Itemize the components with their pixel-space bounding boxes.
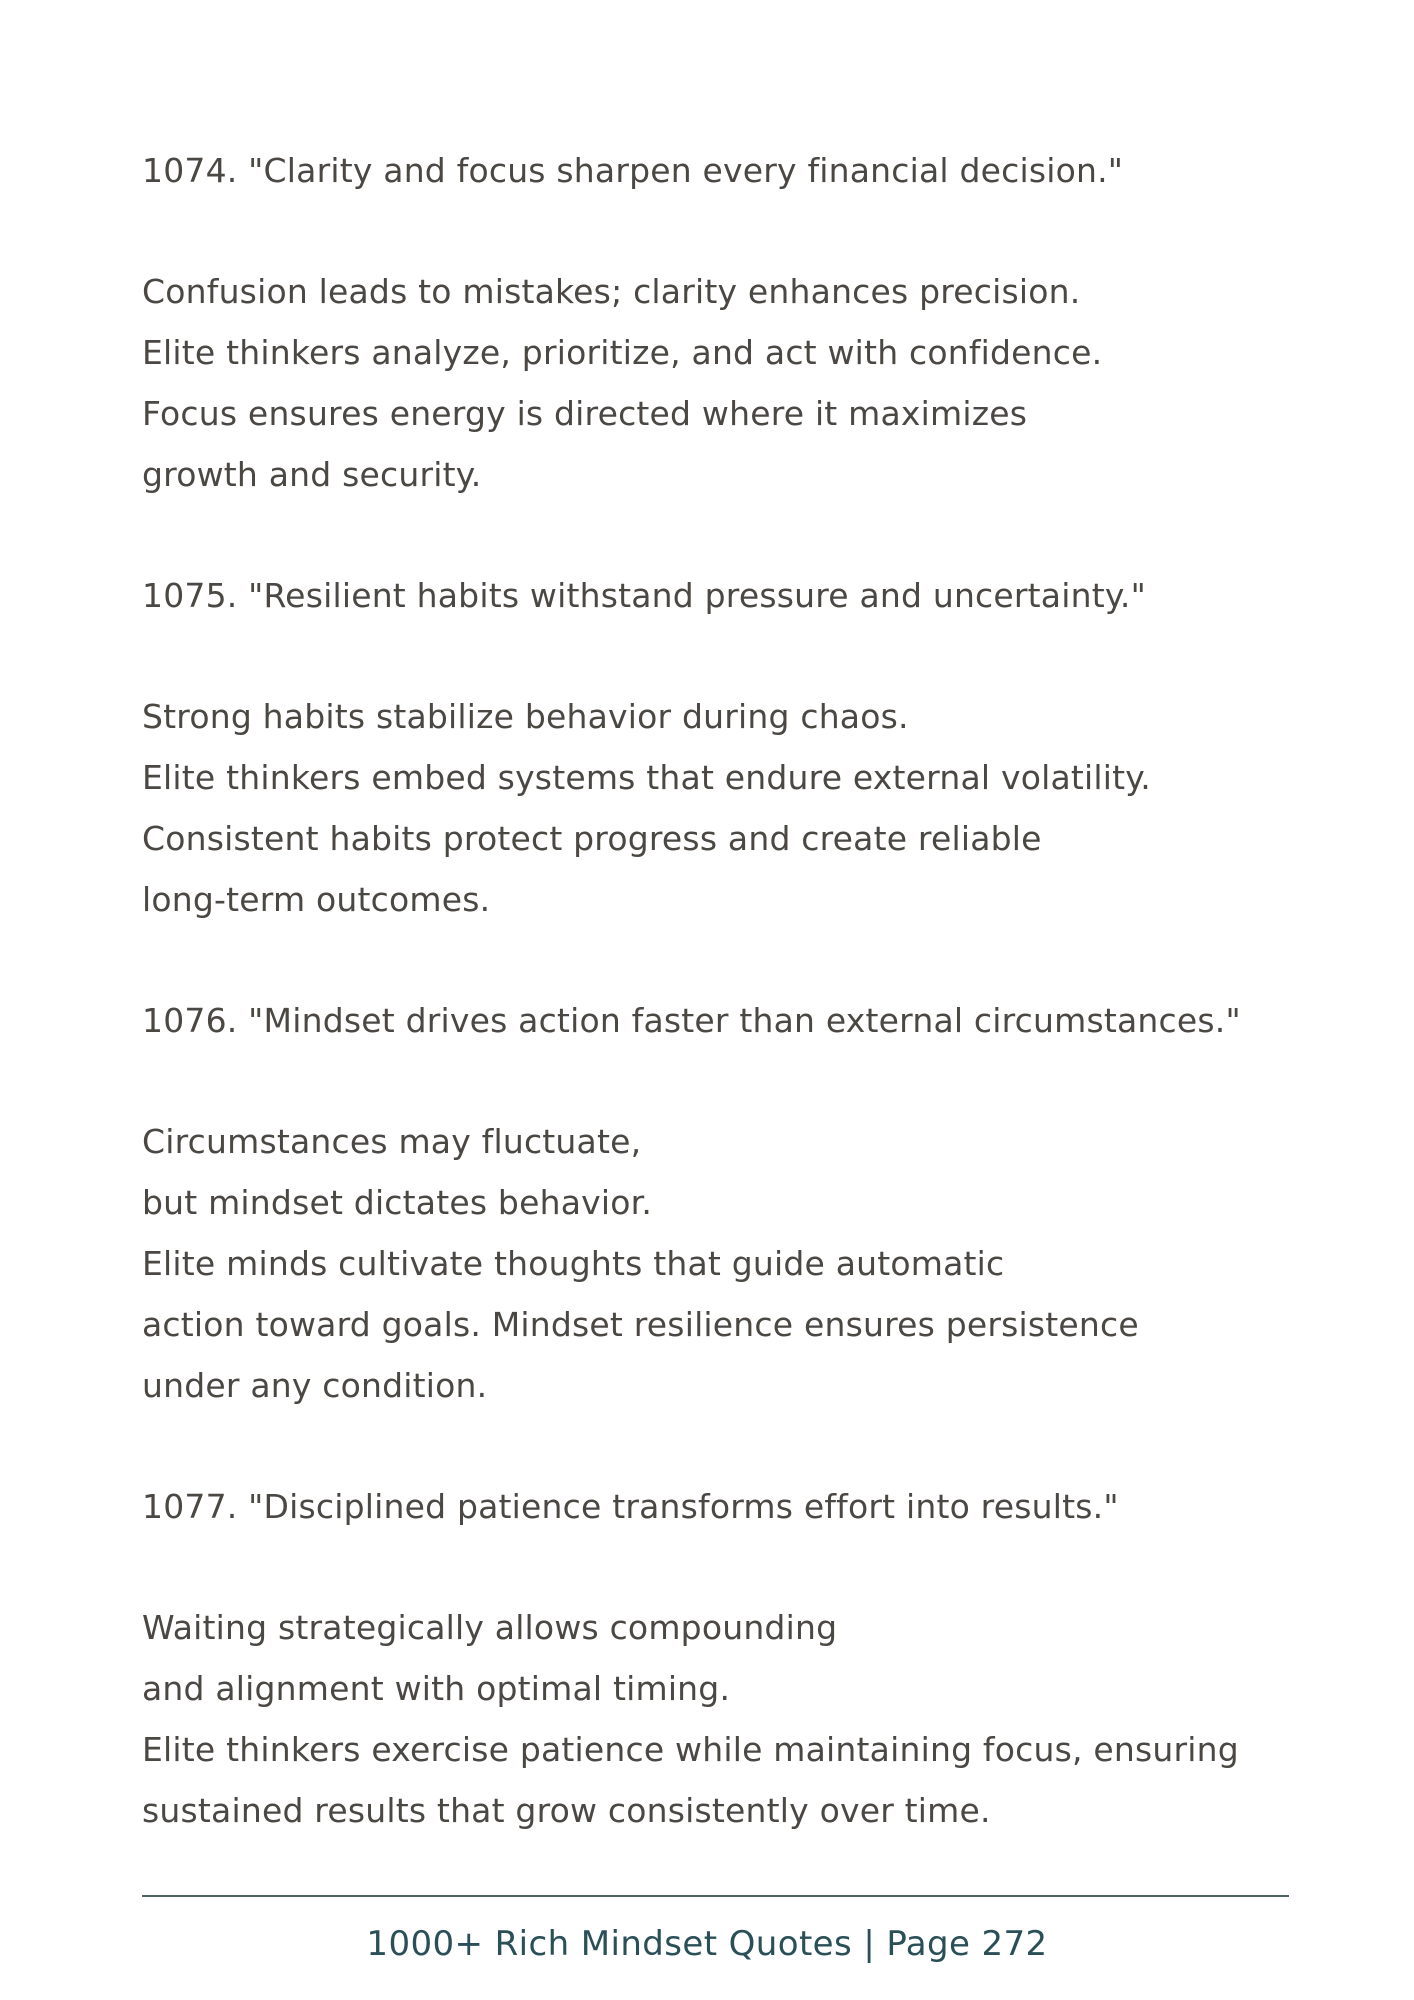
explanation-line: Strong habits stabilize behavior during chaos. <box>142 697 909 736</box>
explanation-line: Elite thinkers embed systems that endure external volatility. <box>142 758 1151 797</box>
explanation-line: Elite thinkers analyze, prioritize, and act with confidence. <box>142 333 1103 372</box>
quote-entry-1076 <box>142 990 1292 1416</box>
quote-heading: 1077. "Disciplined patience transforms effort into results." <box>142 1487 1119 1526</box>
page-content <box>142 140 1292 1841</box>
explanation-line: action toward goals. Mindset resilience ensures persistence <box>142 1305 1139 1344</box>
explanation-line: Elite minds cultivate thoughts that guide automatic <box>142 1244 1005 1283</box>
quote-heading: 1076. "Mindset drives action faster than external circumstances." <box>142 1001 1241 1040</box>
quote-explanation <box>142 1111 1292 1416</box>
explanation-line: Consistent habits protect progress and create reliable <box>142 819 1042 858</box>
quote-explanation <box>142 261 1292 505</box>
explanation-line: Focus ensures energy is directed where it maximizes <box>142 394 1028 433</box>
explanation-line: sustained results that grow consistently over time. <box>142 1791 991 1830</box>
explanation-line: Confusion leads to mistakes; clarity enhances precision. <box>142 272 1081 311</box>
quote-heading: 1074. "Clarity and focus sharpen every financial decision." <box>142 151 1124 190</box>
explanation-line: Elite thinkers exercise patience while maintaining focus, ensuring <box>142 1730 1239 1769</box>
page-footer: 1000+ Rich Mindset Quotes | Page 272 <box>366 1924 1048 1964</box>
explanation-line: Waiting strategically allows compounding <box>142 1608 838 1647</box>
quote-entry-1074 <box>142 140 1292 505</box>
explanation-line: growth and security. <box>142 455 482 494</box>
quote-heading: 1075. "Resilient habits withstand pressure and uncertainty." <box>142 576 1146 615</box>
quote-entry-1075 <box>142 565 1292 930</box>
footer-divider <box>142 1895 1289 1897</box>
explanation-line: Circumstances may fluctuate, <box>142 1122 642 1161</box>
quote-explanation <box>142 1597 1292 1841</box>
quote-explanation <box>142 686 1292 930</box>
explanation-line: and alignment with optimal timing. <box>142 1669 731 1708</box>
explanation-line: but mindset dictates behavior. <box>142 1183 653 1222</box>
explanation-line: under any condition. <box>142 1366 488 1405</box>
explanation-line: long-term outcomes. <box>142 880 491 919</box>
quote-entry-1077 <box>142 1476 1292 1841</box>
